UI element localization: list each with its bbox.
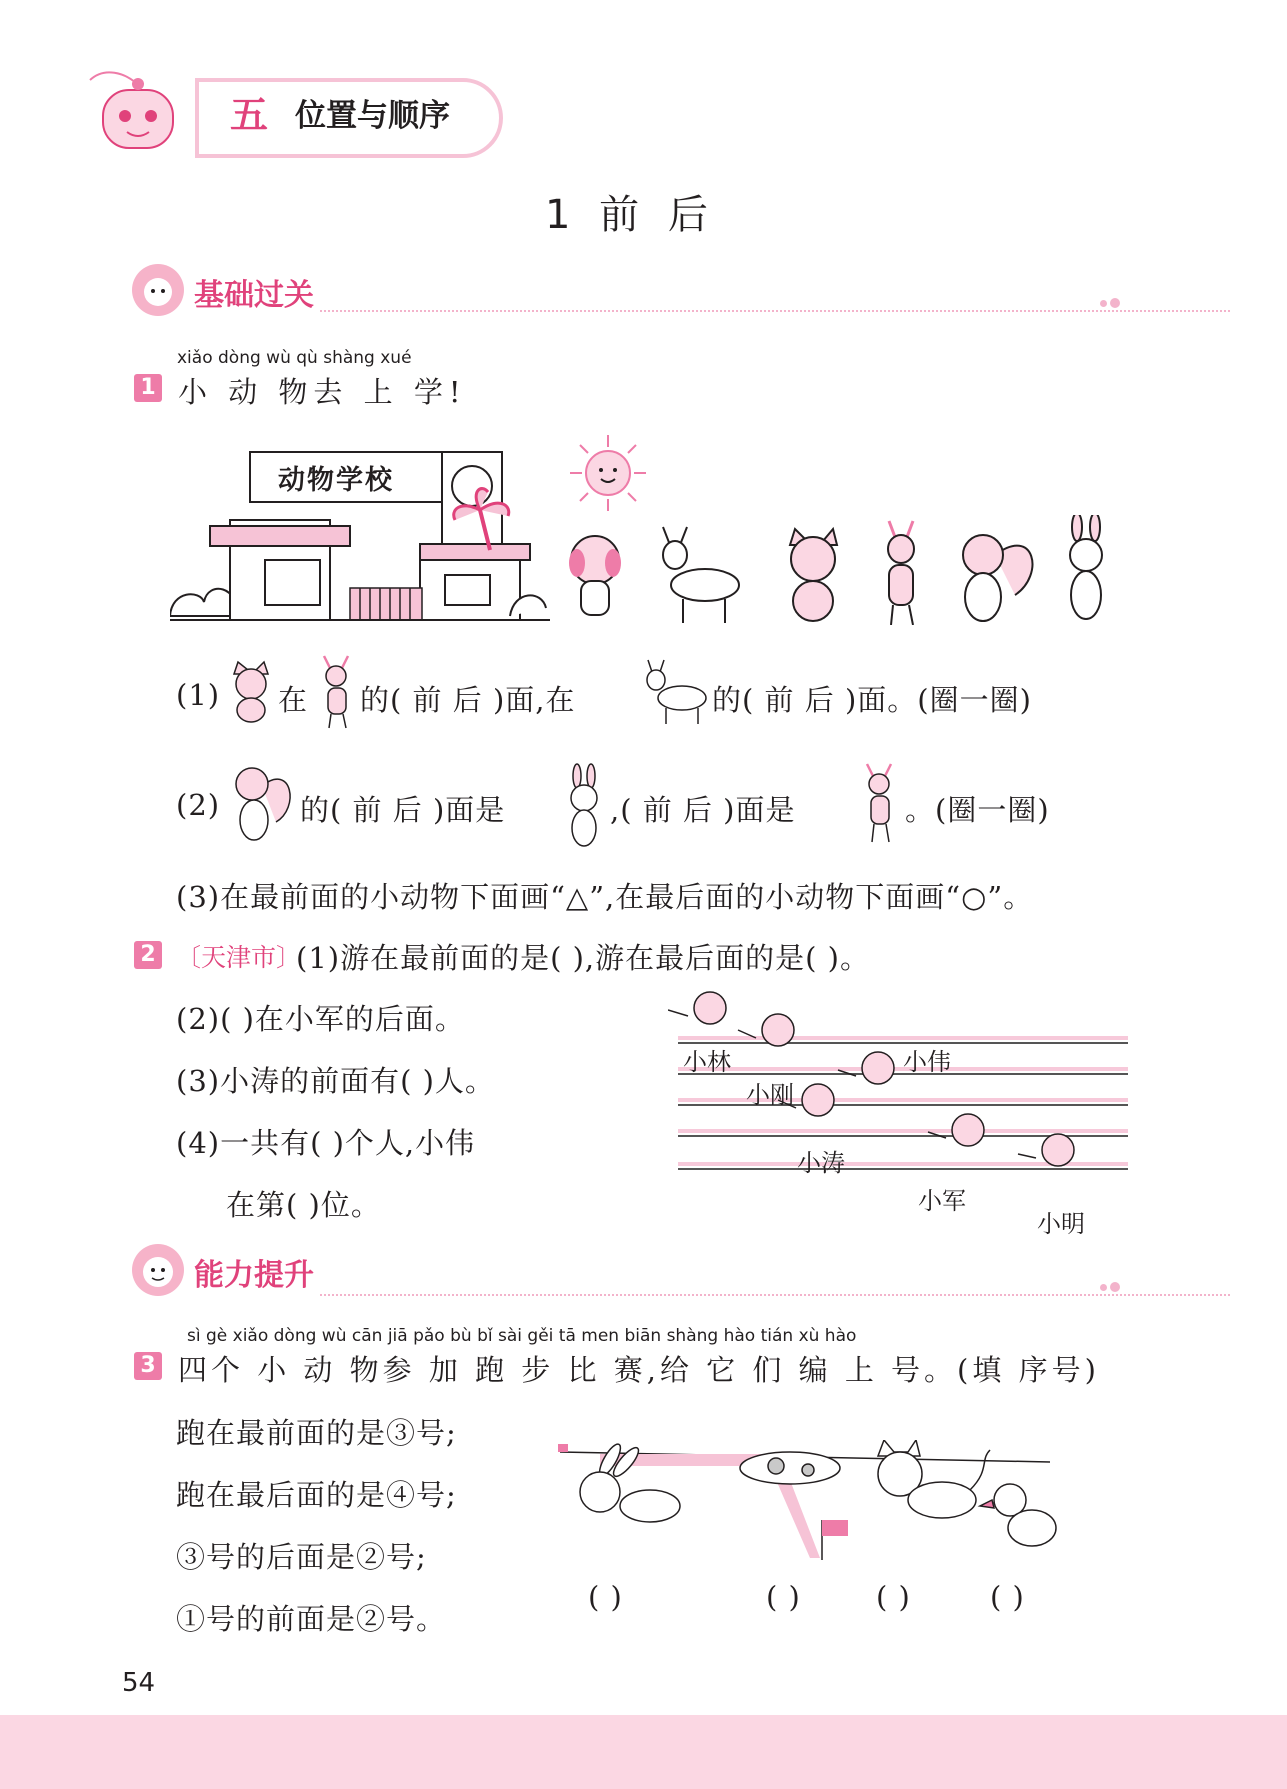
q2-line5: 在第( )位。	[226, 1188, 381, 1222]
q3-blank-1[interactable]: ( )	[588, 1580, 623, 1614]
q3-number: 3	[134, 1352, 162, 1380]
q1-title: 小 动 物去 上 学!	[178, 375, 467, 409]
name-xiaogang: 小刚	[746, 1081, 794, 1109]
q2-source: 〔天津市〕	[176, 943, 302, 972]
q3-clue4: ①号的前面是②号。	[176, 1602, 447, 1636]
bottom-band	[0, 1715, 1287, 1789]
goat-icon	[663, 527, 739, 623]
name-xiaotao: 小涛	[797, 1149, 845, 1177]
swimmers-illustration	[668, 990, 1108, 1190]
q2-line4: (4)一共有( )个人,小伟	[176, 1126, 476, 1160]
rabbit-small-icon	[560, 762, 610, 848]
sun-icon	[568, 433, 648, 513]
q1-part1-text-d: 的( 前 后 )面。(圈一圈)	[712, 683, 1032, 717]
section-divider-2	[320, 1294, 1230, 1296]
robot-mascot-icon	[85, 70, 195, 160]
dots-icon-2	[1100, 1282, 1122, 1294]
running-dog-icon	[740, 1452, 840, 1484]
page-number: 54	[122, 1668, 156, 1698]
section-basic-header	[130, 262, 1130, 318]
squirrel-icon	[963, 535, 1032, 621]
duck-icon	[980, 1484, 1056, 1546]
q3-pinyin: sì gè xiǎo dòng wù cān jiā pǎo bù bǐ sài gěi tā men biān shàng hào tián xù hào	[187, 1326, 857, 1346]
q3-title: 四个 小 动 物参 加 跑 步 比 赛,给 它 们 编 上 号。(填 序号)	[178, 1353, 1100, 1387]
unit-number: 五	[230, 93, 269, 137]
q1-part1-text-c: 的( 前 后 )面,在	[360, 683, 576, 717]
q3-clue3: ③号的后面是②号;	[176, 1540, 427, 1574]
q1-part2-text-b: 的( 前 后 )面是	[300, 793, 506, 827]
race-illustration	[540, 1440, 1080, 1570]
q2-line1: (1)游在最前面的是( ),游在最后面的是( )。	[296, 941, 870, 975]
name-xiaoming: 小明	[1037, 1210, 1085, 1238]
section-advanced-title: 能力提升	[194, 1258, 314, 1293]
q1-part1-text-b: 在	[278, 683, 309, 717]
section-basic-title: 基础过关	[194, 278, 314, 313]
q3-blank-2[interactable]: ( )	[766, 1580, 801, 1614]
q3-clue2: 跑在最后面的是④号;	[176, 1478, 457, 1512]
q1-pinyin: xiǎo dòng wù qù shàng xué	[177, 348, 412, 368]
deer-icon	[888, 521, 914, 625]
q1-part1	[176, 678, 220, 712]
squirrel-small-icon	[226, 758, 298, 844]
section-advanced-header	[130, 1242, 1130, 1298]
unit-title: 位置与顺序	[295, 98, 450, 134]
section-divider	[320, 310, 1230, 312]
cat-icon	[790, 529, 837, 621]
school-sign: 动物学校	[278, 465, 394, 496]
name-xiaojun: 小军	[918, 1187, 966, 1215]
lesson-title: 1 前 后	[545, 192, 716, 238]
monkey-mascot-icon	[130, 1242, 186, 1298]
deer-small-icon	[312, 654, 362, 730]
name-xiaolin: 小林	[683, 1048, 731, 1076]
q2-number: 2	[134, 941, 162, 969]
deer-small-icon-2	[855, 762, 905, 844]
name-xiaowei: 小伟	[903, 1048, 951, 1076]
q1-part2-label: (2)	[176, 788, 221, 822]
q1-number: 1	[134, 374, 162, 402]
goat-small-icon	[640, 656, 710, 726]
q1-part2-text-c: ,( 前 后 )面是	[610, 793, 796, 827]
rabbit-icon	[1070, 515, 1102, 619]
q1-part2-text-d: 。(圈一圈)	[905, 793, 1050, 827]
q2-line2: (2)( )在小军的后面。	[176, 1002, 465, 1036]
animal-lineup	[565, 515, 1135, 625]
q2-line3: (3)小涛的前面有( )人。	[176, 1064, 495, 1098]
girl-mascot-icon	[130, 262, 186, 318]
q1-part3: (3)在最前面的小动物下面画“△”,在最后面的小动物下面画“○”。	[176, 880, 1034, 914]
unit-header	[85, 70, 505, 160]
running-cat-icon	[878, 1440, 990, 1518]
q1-part1-label: (1)	[176, 678, 221, 712]
q3-clue1: 跑在最前面的是③号;	[176, 1416, 457, 1450]
q3-blank-3[interactable]: ( )	[876, 1580, 911, 1614]
q3-blank-4[interactable]: ( )	[990, 1580, 1025, 1614]
cat-small-icon	[226, 660, 276, 724]
dog-icon	[569, 536, 621, 615]
dots-icon	[1100, 298, 1122, 310]
